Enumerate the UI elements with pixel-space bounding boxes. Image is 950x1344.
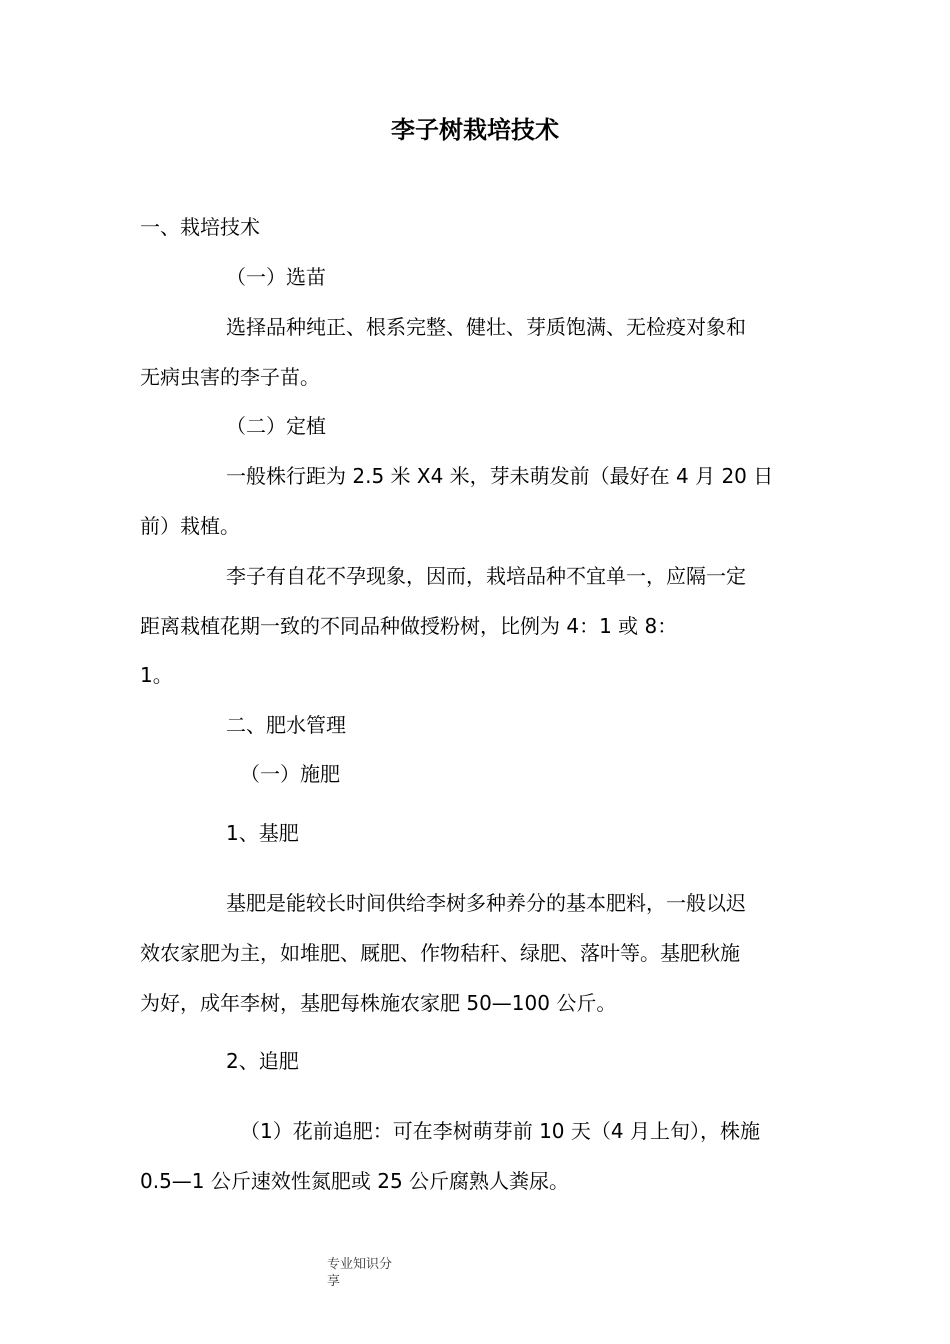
paragraph-line: 距离栽植花期一致的不同品种做授粉树，比例为 4：1 或 8： — [140, 614, 678, 638]
paragraph-line: 选择品种纯正、根系完整、健壮、芽质饱满、无检疫对象和 — [226, 315, 746, 339]
section-heading-fertilizer-water: 二、肥水管理 — [226, 713, 346, 737]
paragraph-line: 前）栽植。 — [140, 514, 240, 538]
paragraph-line: 为好，成年李树，基肥每株施农家肥 50—100 公斤。 — [140, 991, 617, 1015]
subheading-planting: （二）定植 — [226, 414, 326, 438]
subheading-fertilization: （一）施肥 — [240, 762, 340, 786]
paragraph-line: 基肥是能较长时间供给李树多种养分的基本肥料，一般以迟 — [226, 891, 746, 915]
section-heading-cultivation: 一、栽培技术 — [140, 215, 260, 239]
page-title: 李子树栽培技术 — [391, 116, 559, 144]
subheading-base-fertilizer: 1、基肥 — [226, 821, 299, 845]
footer-line: 专业知识分 — [327, 1257, 393, 1272]
paragraph-line: 一般株行距为 2.5 米 X4 米，芽未萌发前（最好在 4 月 20 日 — [226, 464, 774, 488]
paragraph-line: 李子有自花不孕现象，因而，栽培品种不宜单一，应隔一定 — [226, 564, 746, 588]
page-footer — [327, 1256, 407, 1290]
subheading-top-dressing: 2、追肥 — [226, 1049, 299, 1073]
footer-line: 享 — [327, 1274, 341, 1289]
paragraph-line: 无病虫害的李子苗。 — [140, 365, 320, 389]
paragraph-line: 效农家肥为主，如堆肥、厩肥、作物秸秆、绿肥、落叶等。基肥秋施 — [140, 941, 740, 965]
paragraph-line: （1）花前追肥：可在李树萌芽前 10 天（4 月上旬），株施 — [240, 1119, 760, 1143]
subheading-seedling-selection: （一）选苗 — [226, 265, 326, 289]
paragraph-line: 0.5—1 公斤速效性氮肥或 25 公斤腐熟人粪尿。 — [140, 1169, 570, 1193]
paragraph-line: 1。 — [140, 663, 173, 687]
